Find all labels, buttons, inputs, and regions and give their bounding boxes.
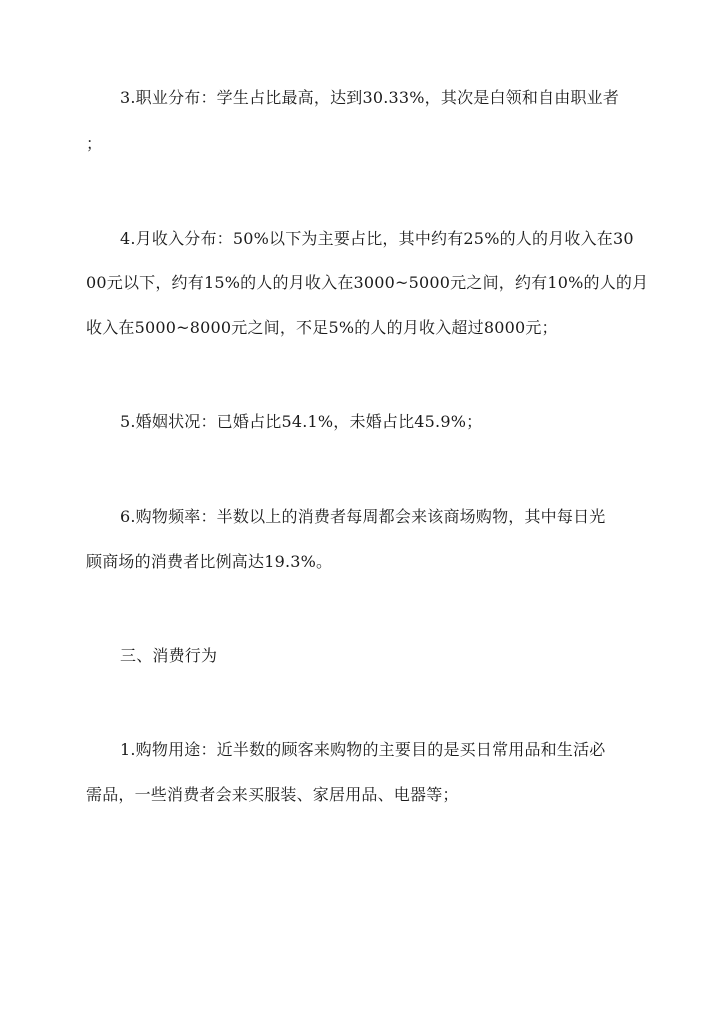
purpose-line-1: 1.购物用途：近半数的顾客来购物的主要目的是买日常用品和生活必 [120, 740, 606, 759]
frequency-line-1: 6.购物频率：半数以上的消费者每周都会来该商场购物，其中每日光 [120, 507, 606, 526]
purpose-line-2: 需品，一些消费者会来买服装、家居用品、电器等； [86, 785, 459, 804]
occupation-line-2: ； [86, 134, 103, 153]
income-line-1: 4.月收入分布：50%以下为主要占比，其中约有25%的人的月收入在30 [120, 229, 634, 248]
occupation-line-1: 3.职业分布：学生占比最高，达到30.33%，其次是白领和自由职业者 [120, 88, 620, 107]
section-heading: 三、消费行为 [120, 646, 218, 665]
income-line-3: 收入在5000~8000元之间，不足5%的人的月收入超过8000元； [86, 318, 558, 337]
frequency-line-2: 顾商场的消费者比例高达19.3%。 [86, 552, 333, 571]
income-line-2: 00元以下，约有15%的人的月收入在3000~5000元之间，约有10%的人的月 [86, 273, 649, 292]
marital-line-1: 5.婚姻状况：已婚占比54.1%，未婚占比45.9%； [120, 412, 483, 431]
